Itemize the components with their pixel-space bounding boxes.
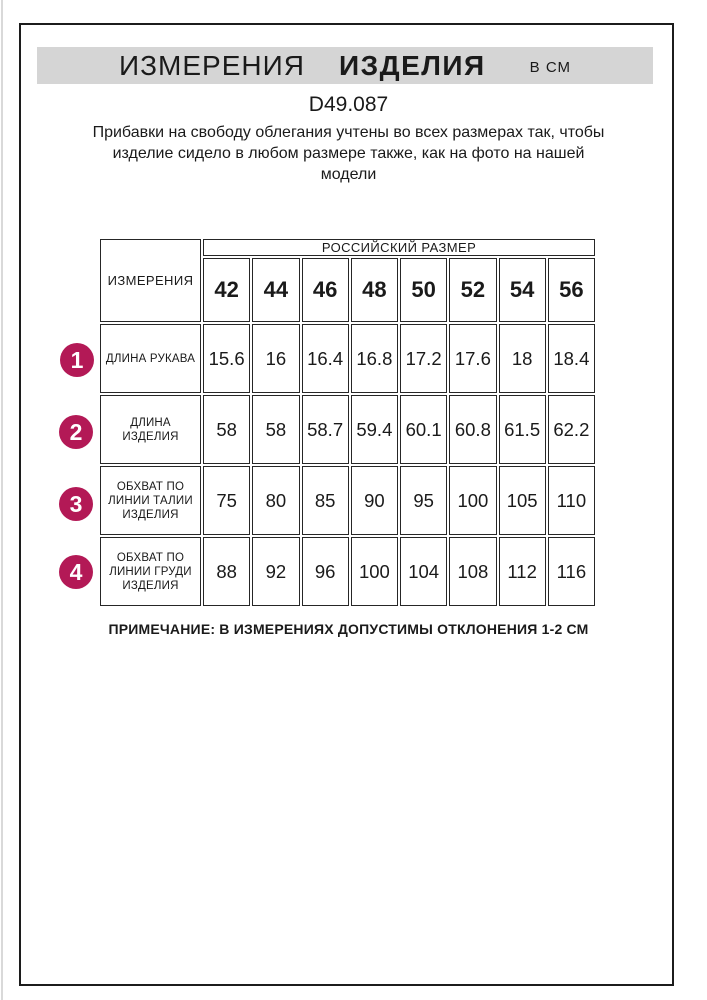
size-header: 56 <box>548 258 595 322</box>
value-cell: 60.1 <box>400 395 447 464</box>
value-cell: 88 <box>203 537 250 606</box>
value-cell: 61.5 <box>499 395 546 464</box>
value-cell: 60.8 <box>449 395 496 464</box>
value-cell: 92 <box>252 537 299 606</box>
value-cell: 105 <box>499 466 546 535</box>
row-label-line: ИЗДЕЛИЯ <box>122 579 179 592</box>
value-cell: 95 <box>400 466 447 535</box>
scan-edge-line <box>1 0 3 1000</box>
value-cell: 116 <box>548 537 595 606</box>
value-cell: 62.2 <box>548 395 595 464</box>
size-header: 54 <box>499 258 546 322</box>
sheet-frame <box>19 23 674 986</box>
size-header: 44 <box>252 258 299 322</box>
intro-paragraph <box>21 122 676 185</box>
size-header: 48 <box>351 258 398 322</box>
article-number: D49.087 <box>308 93 389 116</box>
row-marker-4: 4 <box>59 555 93 589</box>
row-label-line: ЛИНИИ ТАЛИИ <box>108 494 193 507</box>
value-cell: 100 <box>449 466 496 535</box>
table-row <box>100 466 595 535</box>
intro-line: модели <box>320 166 377 183</box>
row-label-line: ДЛИНА РУКАВА <box>105 352 196 365</box>
row-marker-2: 2 <box>59 415 93 449</box>
table-row-group-header <box>100 239 595 256</box>
intro-line: Прибавки на свободу облегания учтены во всех размерах так, чтобы <box>92 124 605 141</box>
value-cell: 96 <box>302 537 349 606</box>
intro-line: изделие сидело в любом размере также, как на фото на нашей <box>112 145 585 162</box>
value-cell: 16 <box>252 324 299 393</box>
size-group-header-cell: РОССИЙСКИЙ РАЗМЕР <box>203 239 595 256</box>
value-cell: 110 <box>548 466 595 535</box>
size-header: 50 <box>400 258 447 322</box>
value-cell: 112 <box>499 537 546 606</box>
value-cell: 80 <box>252 466 299 535</box>
corner-label-cell: ИЗМЕРЕНИЯ <box>100 239 201 322</box>
value-cell: 18 <box>499 324 546 393</box>
value-cell: 58.7 <box>302 395 349 464</box>
value-cell: 16.4 <box>302 324 349 393</box>
value-cell: 75 <box>203 466 250 535</box>
value-cell: 58 <box>252 395 299 464</box>
value-cell: 17.2 <box>400 324 447 393</box>
table-row <box>100 395 595 464</box>
size-header: 46 <box>302 258 349 322</box>
row-label-line: ДЛИНА <box>130 416 171 429</box>
title-measurements: ИЗМЕРЕНИЯ <box>119 49 305 81</box>
table-row <box>100 324 595 393</box>
value-cell: 90 <box>351 466 398 535</box>
table-row <box>100 537 595 606</box>
value-cell: 100 <box>351 537 398 606</box>
value-cell: 59.4 <box>351 395 398 464</box>
value-cell: 85 <box>302 466 349 535</box>
size-table <box>98 237 597 608</box>
title-unit: В СМ <box>529 59 571 76</box>
row-label-line: ИЗДЕЛИЯ <box>122 508 179 521</box>
row-label-cell <box>100 537 201 606</box>
row-label-cell <box>100 466 201 535</box>
value-cell: 108 <box>449 537 496 606</box>
row-label-cell <box>100 395 201 464</box>
value-cell: 16.8 <box>351 324 398 393</box>
value-cell: 58 <box>203 395 250 464</box>
row-label-cell <box>100 324 201 393</box>
row-label-line: ОБХВАТ ПО <box>116 551 185 564</box>
row-label-line: ОБХВАТ ПО <box>116 480 185 493</box>
note-text: ПРИМЕЧАНИЕ: В ИЗМЕРЕНИЯХ ДОПУСТИМЫ ОТКЛОНЕНИЯ 1-2 СМ <box>108 621 589 637</box>
size-header: 52 <box>449 258 496 322</box>
value-cell: 17.6 <box>449 324 496 393</box>
value-cell: 18.4 <box>548 324 595 393</box>
row-label-line: ИЗДЕЛИЯ <box>122 430 179 443</box>
row-marker-3: 3 <box>59 487 93 521</box>
title-product: ИЗДЕЛИЯ <box>338 49 486 81</box>
row-marker-1: 1 <box>60 343 94 377</box>
row-label-line: ЛИНИИ ГРУДИ <box>109 565 192 578</box>
value-cell: 15.6 <box>203 324 250 393</box>
title-bar <box>37 47 653 84</box>
size-header: 42 <box>203 258 250 322</box>
value-cell: 104 <box>400 537 447 606</box>
